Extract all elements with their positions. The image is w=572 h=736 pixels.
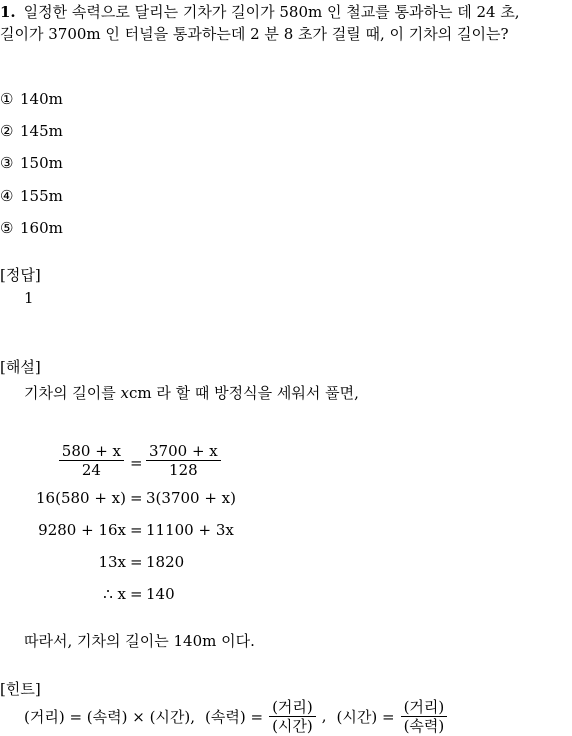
hint-part-1: (거리) = (속력) × (시간), [24, 707, 196, 726]
answer-label: [정답] [0, 266, 41, 284]
choice-4[interactable] [0, 187, 63, 205]
intro-suffix: cm 라 할 때 방정식을 세워서 풀면, [128, 384, 359, 402]
choice-2[interactable] [0, 122, 63, 140]
hint-part-3-lhs: (시간) = [336, 707, 395, 726]
equation-rhs: 1820 [146, 553, 185, 571]
equation-4 [0, 553, 572, 575]
hint-fraction-2 [401, 698, 448, 735]
question-text-1: 일정한 속력으로 달리는 기차가 길이가 580m 인 철교를 통과하는 데 24 초, [23, 3, 520, 21]
equals-sign: = [130, 521, 143, 539]
equation-rhs: 140 [146, 585, 175, 603]
equation-3 [0, 521, 572, 543]
choice-1[interactable] [0, 90, 63, 108]
equation-rhs: 11100 + 3x [146, 521, 234, 539]
equation-2 [0, 489, 572, 511]
fraction-numerator: 3700 + x [146, 442, 221, 461]
fraction-numerator: 580 + x [59, 442, 124, 461]
explanation-intro [24, 382, 359, 403]
hint-part-2-lhs: (속력) = [205, 707, 264, 726]
choice-text: 145m [20, 122, 63, 140]
equals-sign: = [130, 489, 143, 507]
choice-text: 150m [20, 154, 63, 172]
hint-fraction-1 [269, 698, 316, 735]
fraction-denominator: 24 [81, 461, 101, 479]
choice-marker: ④ [0, 187, 14, 205]
hint-label: [힌트] [0, 680, 41, 698]
choice-text: 160m [20, 219, 63, 237]
fraction-lhs [59, 442, 124, 479]
question-number: 1. [0, 3, 16, 21]
equation-rhs: 3(3700 + x) [146, 489, 236, 507]
fraction-rhs [146, 442, 221, 479]
intro-variable: x [120, 384, 129, 402]
equation-lhs: 13x [98, 553, 126, 571]
fraction-numerator: (거리) [269, 698, 316, 717]
fraction-denominator: (시간) [272, 716, 313, 735]
equation-lhs: 9280 + 16x [38, 521, 126, 539]
equals-sign: = [130, 553, 143, 571]
explanation-label: [해설] [0, 358, 41, 376]
intro-prefix: 기차의 길이를 [24, 384, 121, 402]
choice-3[interactable] [0, 154, 63, 172]
equation-1 [0, 442, 572, 486]
answer-value: 1 [24, 289, 34, 307]
equals-sign: = [130, 454, 143, 472]
choice-5[interactable] [0, 219, 63, 237]
equation-lhs: 16(580 + x) [36, 489, 126, 507]
question-text-2: 길이가 3700m 인 터널을 통과하는데 2 분 8 초가 걸릴 때, 이 기차의 길이는? [0, 25, 509, 43]
choice-text: 140m [20, 90, 63, 108]
hint-comma: , [321, 707, 327, 725]
fraction-numerator: (거리) [401, 698, 448, 717]
hint-formula [24, 696, 447, 736]
choice-text: 155m [20, 187, 63, 205]
fraction-denominator: 128 [169, 461, 198, 479]
choice-marker: ⑤ [0, 219, 14, 237]
equals-sign: = [130, 585, 143, 603]
choice-marker: ① [0, 90, 14, 108]
choice-marker: ② [0, 122, 14, 140]
equation-5 [0, 585, 572, 607]
choice-marker: ③ [0, 154, 14, 172]
fraction-denominator: (속력) [403, 716, 445, 735]
equation-lhs: ∴ x [103, 585, 126, 603]
explanation-conclusion: 따라서, 기차의 길이는 140m 이다. [24, 632, 255, 650]
